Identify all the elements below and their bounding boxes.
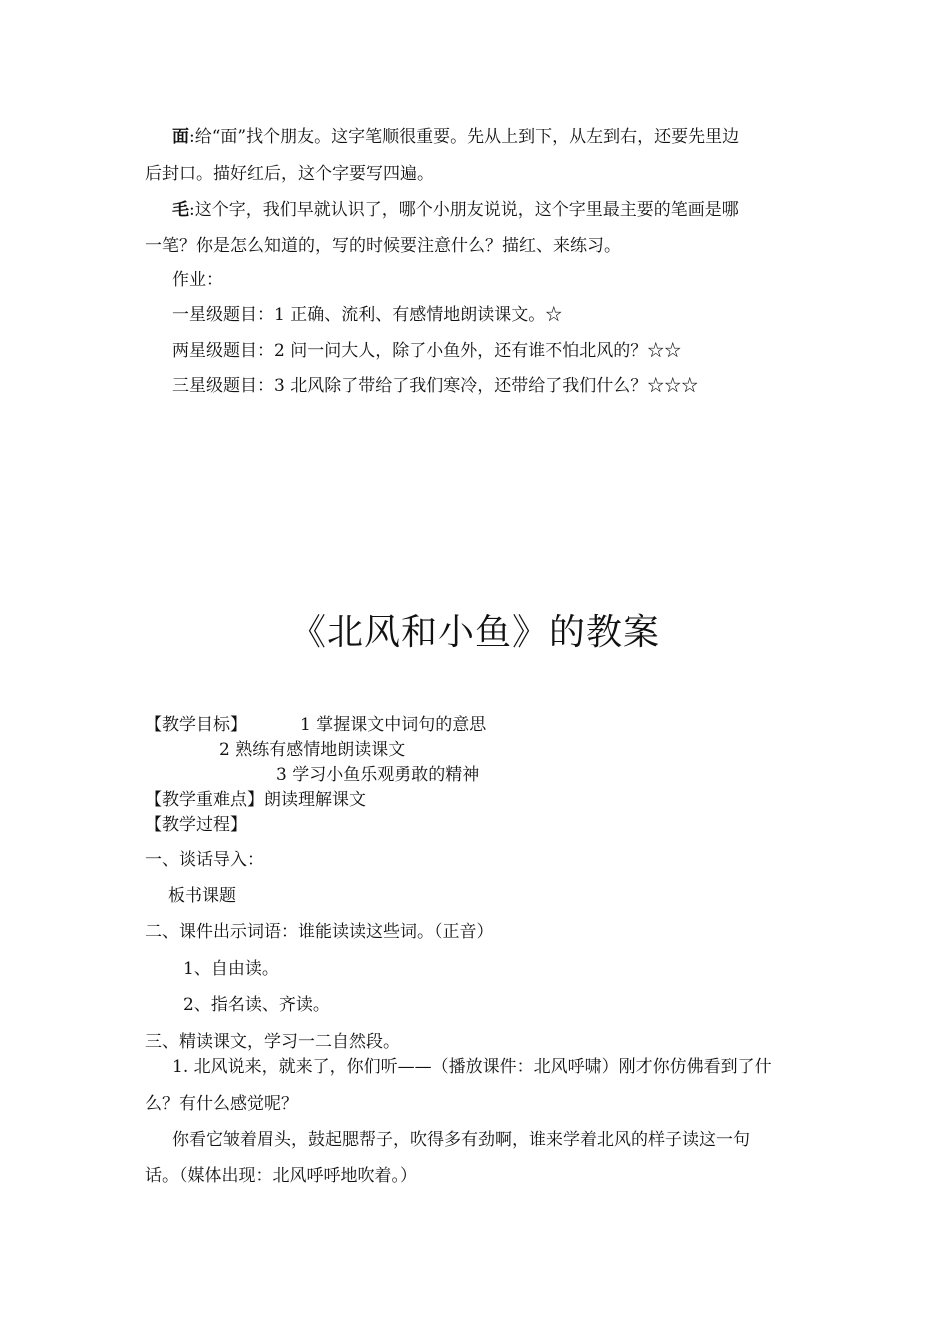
mian-paragraph-line-1 — [172, 126, 739, 148]
step-3-para-1-line-1: 1. 北风说来，就来了，你们听——（播放课件：北风呼啸）刚才你仿佛看到了什 — [172, 1057, 772, 1077]
objective-3: 3 学习小鱼乐观勇敢的精神 — [276, 765, 480, 785]
mian-paragraph-line-2: 后封口。描好红后，这个字要写四遍。 — [145, 164, 434, 184]
step-3-para-2-line-2: 话。（媒体出现：北风呼呼地吹着。） — [145, 1166, 417, 1186]
objective-1: 1 掌握课文中词句的意思 — [300, 715, 487, 735]
mao-text-1: :这个字，我们早就认识了，哪个小朋友说说，这个字里最主要的笔画是哪 — [189, 200, 739, 220]
step-3-heading: 三、精读课文，学习一二自然段。 — [145, 1032, 400, 1052]
step-1-item: 板书课题 — [168, 886, 236, 906]
step-3-para-1-line-2: 么？有什么感觉呢？ — [145, 1094, 298, 1114]
step-2-heading: 二、课件出示词语：谁能读读这些词。（正音） — [145, 922, 494, 942]
objectives-label: 【教学目标】 — [145, 715, 247, 735]
mian-char: 面 — [172, 127, 189, 147]
lesson-title: 《北风和小鱼》的教案 — [289, 612, 660, 653]
mian-text-1: :给“面”找个朋友。这字笔顺很重要。先从上到下，从左到右，还要先里边 — [189, 127, 740, 147]
process-label: 【教学过程】 — [145, 815, 247, 835]
mao-paragraph-line-1 — [172, 199, 739, 221]
homework-label: 作业： — [172, 270, 223, 290]
mao-char: 毛 — [172, 200, 189, 220]
homework-item-1: 一星级题目：1 正确、流利、有感情地朗读课文。☆ — [172, 305, 563, 325]
step-2-item-2: 2、指名读、齐读。 — [183, 995, 330, 1015]
mao-paragraph-line-2: 一笔？你是怎么知道的，写的时候要注意什么？描红、来练习。 — [145, 236, 621, 256]
step-3-para-2-line-1: 你看它皱着眉头，鼓起腮帮子，吹得多有劲啊，谁来学着北风的样子读这一句 — [172, 1130, 750, 1150]
step-1-heading: 一、谈话导入： — [145, 850, 264, 870]
objective-2: 2 熟练有感情地朗读课文 — [219, 740, 406, 760]
homework-item-3: 三星级题目：3 北风除了带给了我们寒冷，还带给了我们什么？☆☆☆ — [172, 376, 699, 396]
homework-item-2: 两星级题目：2 问一问大人，除了小鱼外，还有谁不怕北风的？☆☆ — [172, 341, 682, 361]
key-difficulty: 【教学重难点】朗读理解课文 — [145, 790, 366, 810]
step-2-item-1: 1、自由读。 — [183, 959, 279, 979]
